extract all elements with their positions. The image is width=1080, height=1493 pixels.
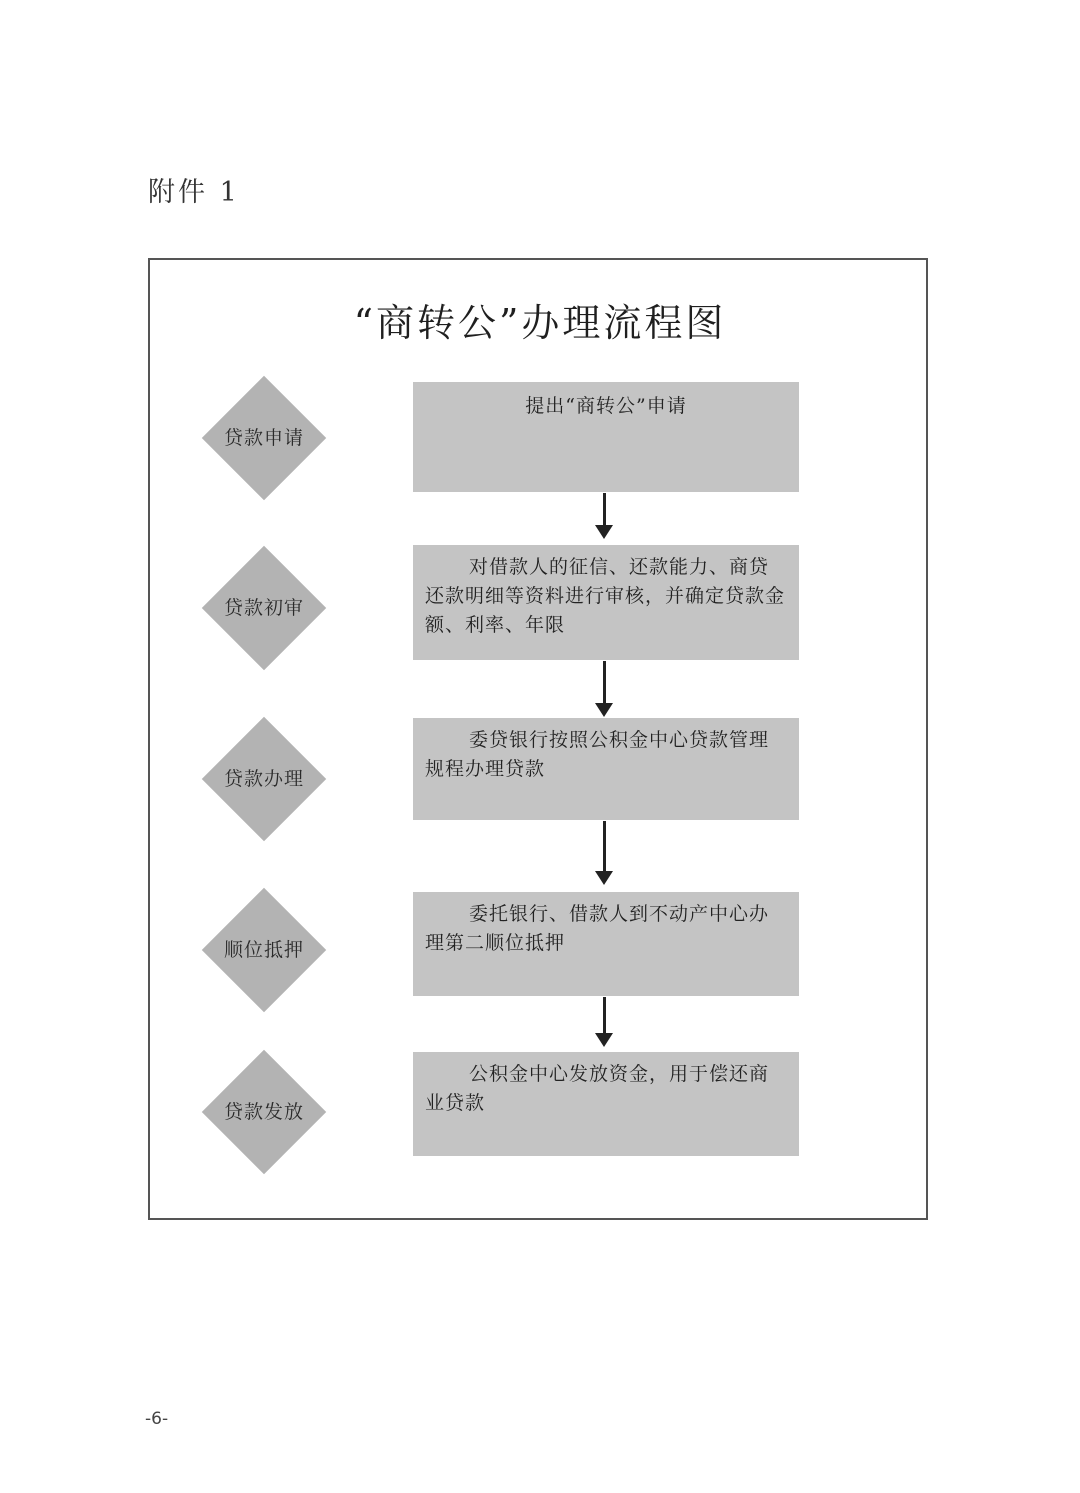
- stage-diamond-second-mortgage: [204, 890, 324, 1010]
- arrow-head-icon: [595, 703, 613, 717]
- stage-label: 贷款申请: [224, 427, 305, 449]
- arrow-line: [603, 821, 606, 873]
- step-box-loan-processing: [413, 718, 799, 820]
- step-description: 委贷银行按照公积金中心贷款管理规程办理贷款: [425, 729, 770, 780]
- step-description: 对借款人的征信、还款能力、商贷还款明细等资料进行审核，并确定贷款金额、利率、年限: [425, 556, 786, 636]
- arrow-line: [603, 493, 606, 527]
- step-description: 公积金中心发放资金，用于偿还商业贷款: [425, 1063, 770, 1114]
- page-number: -6-: [145, 1409, 169, 1429]
- arrow-line: [603, 661, 606, 705]
- step-box-second-mortgage: [413, 892, 799, 996]
- stage-label: 贷款初审: [224, 597, 305, 619]
- stage-label: 贷款办理: [224, 768, 305, 790]
- stage-diamond-preliminary-review: [204, 548, 324, 668]
- arrow-line: [603, 997, 606, 1035]
- flowchart-title: “商转公”办理流程图: [353, 301, 727, 345]
- arrow-head-icon: [595, 525, 613, 539]
- attachment-label: 附件 1: [148, 177, 240, 208]
- step-box-preliminary-review: [413, 545, 799, 660]
- stage-label: 贷款发放: [224, 1101, 305, 1123]
- arrow-head-icon: [595, 871, 613, 885]
- stage-label: 顺位抵押: [224, 939, 305, 961]
- arrow-head-icon: [595, 1033, 613, 1047]
- stage-diamond-loan-disbursement: [204, 1052, 324, 1172]
- stage-diamond-loan-application: [204, 378, 324, 498]
- step-box-loan-application: [413, 382, 799, 492]
- step-box-loan-disbursement: [413, 1052, 799, 1156]
- step-description: 委托银行、借款人到不动产中心办理第二顺位抵押: [425, 903, 770, 954]
- stage-diamond-loan-processing: [204, 719, 324, 839]
- step-description: 提出“商转公”申请: [525, 395, 687, 417]
